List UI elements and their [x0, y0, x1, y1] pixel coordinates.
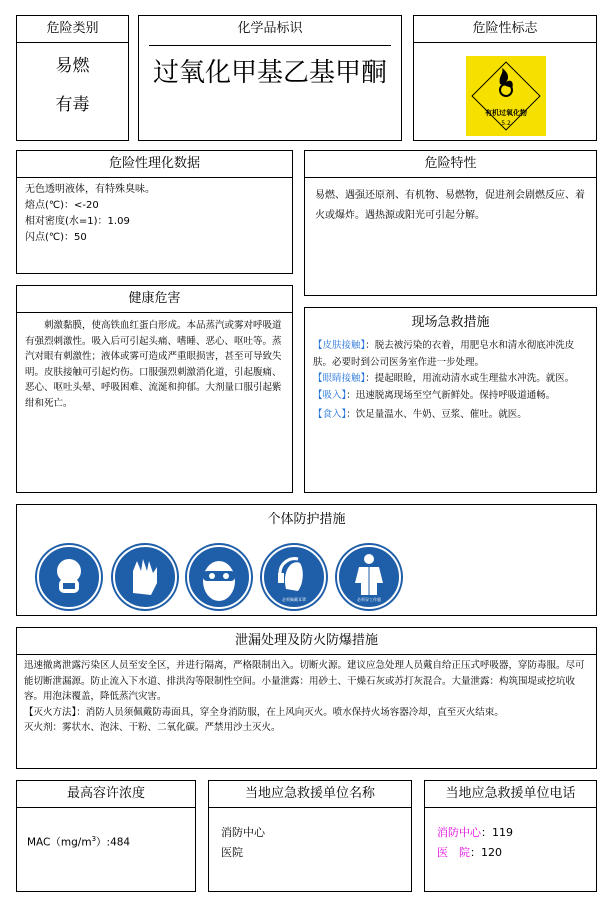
physchem-line: 相对密度(水=1)：1.09: [25, 216, 130, 227]
first-aid-box: [304, 307, 597, 493]
rescue-phone-number: ：120: [470, 846, 502, 859]
rescue-phone-name: 消防中心: [437, 826, 481, 839]
hazard-props-title: 危险特性: [305, 151, 596, 178]
chemical-name: 过氧化甲基乙基甲酮: [153, 58, 388, 88]
health-text: 刺激黏膜，使高铁血红蛋白形成。本品蒸汽或雾对呼吸道有强烈刺激性。吸入后可引起头痛、嗜睡、恶心、呕吐等。蒸汽对眼有刺激性；液体或雾可造成严重眼损害，甚至可导致失明。皮肤接触可引起灼伤。口服强烈刺激消化道，引起腹痛、恶心、呕吐头晕、呼吸困难、流涎和抑郁。大剂量口服引起紫绀和死亡。: [25, 320, 282, 409]
goggles-icon: [185, 543, 253, 611]
mac-box: [16, 780, 196, 892]
rescue-phone-number: ：119: [481, 826, 513, 839]
hazard-category-title: 危险类别: [17, 16, 128, 43]
first-aid-label: 【食入】: [313, 409, 347, 420]
leak-para: 灭火剂：雾状水、泡沫、干粉、二氧化碳。严禁用沙土灭火。: [24, 722, 281, 733]
ppe-caption: 必须穿工作服: [357, 597, 381, 602]
physchem-line: 无色透明液体，有特殊臭味。: [25, 184, 155, 195]
mac-value: [27, 831, 130, 851]
ppe-box: [16, 504, 597, 616]
leak-para: 【灭火方法】：消防人员须佩戴防毒面具，穿全身消防服，在上风向灭火。喷水保持火场容器冷却，直至灭火结束。: [24, 706, 504, 718]
first-aid-item: [313, 371, 588, 388]
respirator-icon: [35, 543, 103, 611]
gloves-icon: [111, 543, 179, 611]
rescue-phone-name: 医 院: [437, 846, 470, 859]
first-aid-item: [313, 407, 588, 424]
mac-number: ）:484: [96, 836, 131, 849]
physchem-line: 熔点(℃)：<-20: [25, 200, 99, 211]
leak-title: 泄漏处理及防火防爆措施: [17, 628, 596, 655]
rescue-phone: [437, 843, 513, 863]
leak-para: 迅速撤离泄露污染区人员至安全区，并进行隔离，严格限制出入。切断火源。建议应急处理人员戴自给正压式呼吸器，穿防毒服。尽可能切断泄漏源。防止流入下水道、排洪沟等限制性空间。小量泄露：用砂土、干燥石灰或苏打灰混合。大量泄露：构筑围堤或挖坑收容。用泡沫覆盖，降低蒸汽灾害。: [24, 660, 585, 702]
first-aid-label: 【皮肤接触】: [313, 340, 366, 351]
health-box: [16, 285, 293, 493]
chemical-id-title: 化学品标识: [237, 21, 303, 36]
hazard-sign-box: [413, 15, 597, 141]
protective-suit-icon: [335, 543, 403, 611]
organic-peroxide-sign: [466, 56, 546, 136]
ear-protection-icon: [260, 543, 328, 611]
rescue-phones-title: 当地应急救援单位电话: [425, 781, 596, 808]
hazard-category-box: [16, 15, 129, 141]
health-title: 健康危害: [17, 286, 292, 313]
hazard-sign-title: 危险性标志: [414, 16, 596, 43]
first-aid-title: 现场急救措施: [411, 315, 490, 330]
physchem-title: 危险性理化数据: [17, 151, 292, 178]
mac-title: 最高容许浓度: [17, 781, 195, 808]
physchem-line: 闪点(℃)：50: [25, 232, 87, 243]
first-aid-label: 【吸入】: [313, 389, 347, 401]
chemical-id-box: [138, 15, 402, 141]
ppe-title: 个体防护措施: [267, 512, 346, 527]
rescue-phone: [437, 823, 513, 843]
first-aid-item: [313, 338, 588, 371]
rescue-units-box: [208, 780, 412, 892]
mac-label: MAC（mg/m: [27, 836, 92, 849]
rescue-unit: 医院: [221, 846, 243, 859]
hazard-props-box: [304, 150, 597, 296]
sign-class: 5.2: [501, 120, 511, 127]
sign-label: 有机过氧化物: [485, 109, 527, 117]
hazard-props-text: 易燃、遇强还原剂、有机物、易燃物，促进剂会剧燃反应、着火或爆炸。遇热源或阳光可引起分解。: [315, 190, 585, 221]
rescue-phones-box: [424, 780, 597, 892]
first-aid-text: ：脱去被污染的衣着，用肥皂水和清水彻底冲洗皮肤。必要时到公司医务室作进一步处理。: [313, 340, 575, 368]
first-aid-label: 【眼睛接触】: [313, 373, 366, 384]
hazard-category-item: 易燃: [55, 56, 90, 76]
rescue-unit: 消防中心: [221, 826, 265, 839]
leak-box: [16, 627, 597, 769]
ppe-caption: 必须佩戴耳罩: [282, 597, 306, 602]
first-aid-text: ：提起眼睑，用流动清水或生理盐水冲洗。就医。: [365, 373, 575, 384]
mac-sup: 3: [91, 835, 97, 843]
first-aid-item: [313, 388, 588, 405]
rescue-units-title: 当地应急救援单位名称: [209, 781, 411, 808]
first-aid-text: ：迅速脱离现场至空气新鲜处。保持呼吸道通畅。: [346, 389, 556, 401]
hazard-category-item: 有毒: [55, 95, 90, 115]
first-aid-text: ：饮足量温水、牛奶、豆浆、催吐。就医。: [346, 409, 527, 420]
physchem-box: [16, 150, 293, 274]
